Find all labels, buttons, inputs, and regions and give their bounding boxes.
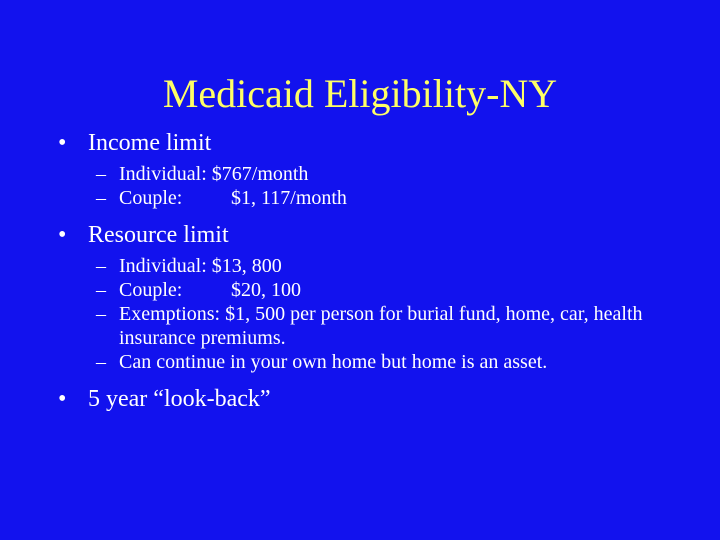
bullet-income-limit [58,128,698,158]
sub-bullet-exemptions [58,302,698,350]
sub-bullet-text: Can continue in your own home but home is an asset. [119,351,548,373]
sub-bullet-resource-individual [58,254,698,278]
bullet-icon: • [58,130,67,156]
bullet-icon: • [58,386,67,412]
dash-icon: – [96,187,106,209]
sub-bullet-text: Exemptions: $1, 500 per person for burial fund, home, car, health insurance premiums. [119,303,643,349]
sub-bullet-label: Couple: [119,187,183,209]
sub-bullet-value: $20, 100 [231,279,301,301]
sub-bullet-home-asset [58,350,698,374]
bullet-label: 5 year “look-back” [88,386,271,412]
sub-bullet-text: Individual: $767/month [119,163,309,185]
bullet-icon: • [58,222,67,248]
bullet-label: Resource limit [88,222,229,248]
dash-icon: – [96,303,106,325]
sub-bullet-text: Individual: $13, 800 [119,255,282,277]
bullet-look-back [58,384,698,414]
dash-icon: – [96,351,106,373]
dash-icon: – [96,163,106,185]
bullet-resource-limit [58,220,698,250]
dash-icon: – [96,279,106,301]
sub-bullet-label: Couple: [119,279,183,301]
bullet-label: Income limit [88,130,212,156]
sub-bullet-income-couple [58,186,698,210]
slide-title: Medicaid Eligibility-NY [162,71,558,116]
sub-bullet-resource-couple [58,278,698,302]
sub-bullet-value: $1, 117/month [231,187,347,209]
sub-bullet-income-individual [58,162,698,186]
bullet-list [58,128,698,414]
dash-icon: – [96,255,106,277]
